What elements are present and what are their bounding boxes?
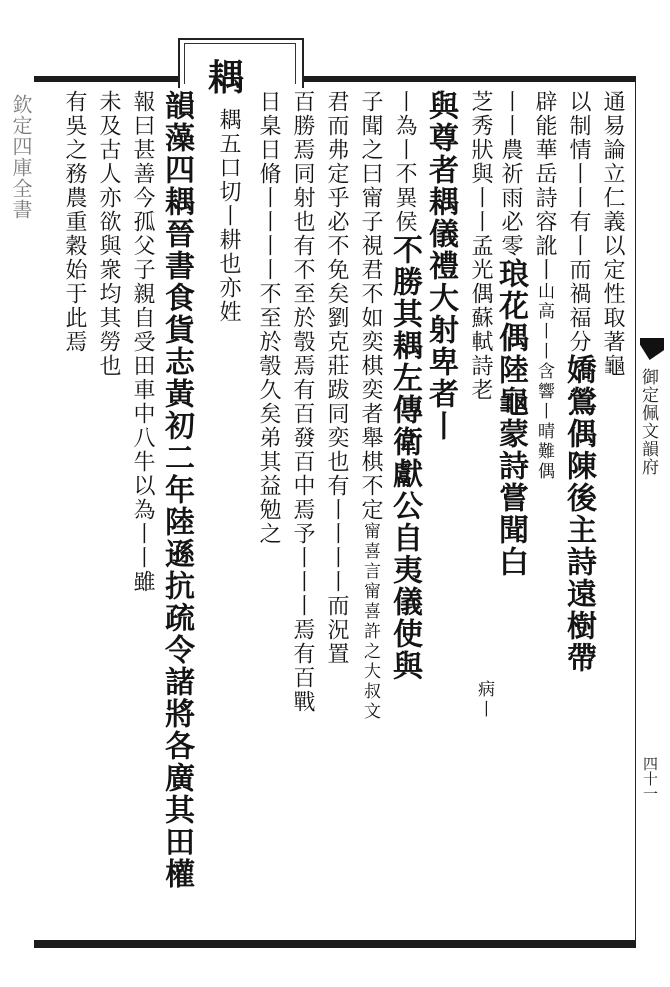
- text-column: 百勝焉同射也有不至於彀焉有百發百中焉予丨丨丨焉有百戰: [290, 90, 315, 714]
- text-column: 病丨: [474, 680, 494, 720]
- center-fold: [636, 80, 668, 940]
- text-column: 君而弗定乎必不免矣劉克莊跋同奕也有丨丨丨丨而況置: [324, 90, 349, 666]
- text-column: 子聞之曰甯子視君不如奕棋奕者舉棋不定甯喜言甯喜許之大叔文: [358, 90, 383, 722]
- center-title: 御定佩文韻府: [638, 368, 658, 476]
- text-column: 辟能華岳詩容訛丨山高丨丨含響丨晴難偶: [532, 90, 557, 482]
- text-column: 與尊者耦儀禮大射卑者丨: [423, 90, 458, 442]
- text-column: 丨為丨不異侯不勝其耦左傳衛獻公自夷儀使與: [387, 90, 422, 682]
- text-column: 以制情丨丨有丨而禍福分嬌鶯偶陳後主詩遠樹帶: [561, 90, 596, 674]
- text-column: 耦五口切丨耕也亦姓: [216, 108, 241, 324]
- text-column: 未及古人亦欲與衆均其勞也: [96, 90, 121, 378]
- left-margin-label: 欽定四庫全書: [9, 94, 33, 220]
- text-column: 有吳之務農重穀始于此焉: [62, 90, 87, 354]
- frame-top-rule-left: [34, 76, 184, 82]
- frame-bottom-rule: [34, 940, 636, 948]
- text-column: 芝秀狀與丨丨孟光偶蘇軾詩老: [468, 90, 493, 402]
- page-number: 四十一: [641, 756, 659, 801]
- text-column: 報曰甚善今孤父子親自受田車中八牛以為丨丨雖: [130, 90, 155, 594]
- text-column: 韻藻四耦晉書食貨志黃初二年陸遜抗疏令諸將各廣其田權: [159, 90, 194, 890]
- frame-top-rule-right: [300, 76, 636, 82]
- text-column: 通易論立仁義以定性取著龜: [600, 90, 625, 378]
- head-character: 耦: [208, 57, 245, 99]
- text-column: 日臬日脩丨丨丨丨不至於彀久矣弟其益勉之: [256, 90, 281, 546]
- text-column: 丨丨農祈雨必零琅花偶陸龜蒙詩嘗聞白: [493, 90, 528, 578]
